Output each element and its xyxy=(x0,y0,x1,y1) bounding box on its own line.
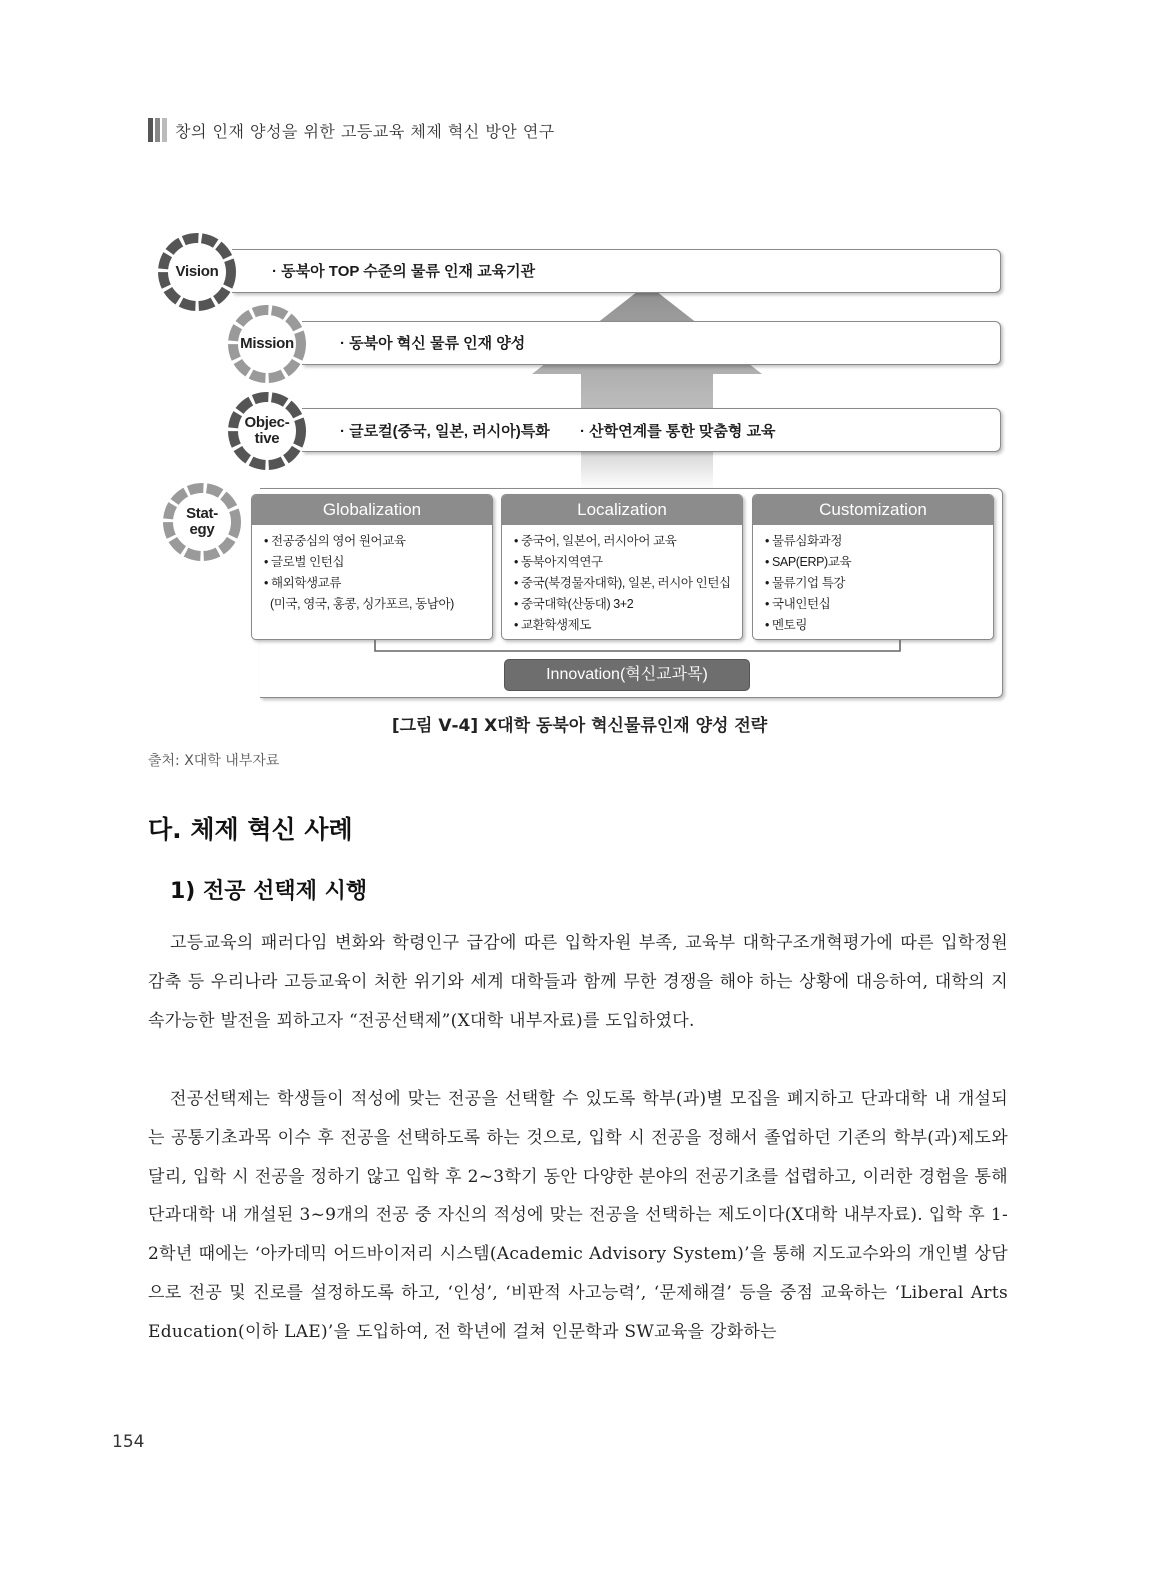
box-title: Localization xyxy=(502,495,742,525)
running-header xyxy=(148,117,555,143)
strategy-box-localization xyxy=(501,494,743,640)
list-item: • SAP(ERP)교육 xyxy=(765,552,993,573)
list-item: • 물류기업 특강 xyxy=(765,573,993,594)
objective-label: Objec- tive xyxy=(244,414,290,447)
strategy-box-globalization xyxy=(251,494,493,640)
section-title: 다. 체제 혁신 사례 xyxy=(148,815,353,844)
list-item: • 동북아지역연구 xyxy=(514,552,742,573)
box-list xyxy=(502,525,742,636)
strategy-gear xyxy=(160,480,244,564)
subsection-title: 1) 전공 선택제 시행 xyxy=(170,879,368,904)
vision-label: Vision xyxy=(175,263,219,280)
figure-caption: [그림 Ⅴ-4] X대학 동북아 혁신물류인재 양성 전략 xyxy=(391,716,768,736)
mission-text: · 동북아 혁신 물류 인재 양성 xyxy=(340,335,526,352)
list-item: • 글로벌 인턴십 xyxy=(264,552,492,573)
strategy-label: Stat- egy xyxy=(186,505,218,538)
mission-label: Mission xyxy=(240,335,294,352)
box-title: Customization xyxy=(753,495,993,525)
list-item: • 전공중심의 영어 원어교육 xyxy=(264,531,492,552)
objective-gear xyxy=(225,389,309,473)
list-item: • 중국대학(산동대) 3+2 xyxy=(514,594,742,615)
list-item: (미국, 영국, 홍콩, 싱가포르, 동남아) xyxy=(270,597,454,611)
figure-source: 출처: X대학 내부자료 xyxy=(148,753,280,769)
strategy-box-customization xyxy=(752,494,994,640)
list-item: • 멘토링 xyxy=(765,615,993,636)
list-item: • 국내인턴십 xyxy=(765,594,993,615)
list-item: • 교환학생제도 xyxy=(514,615,742,636)
box-list xyxy=(753,525,993,636)
list-item: • 물류심화과정 xyxy=(765,531,993,552)
header-title: 창의 인재 양성을 위한 고등교육 체제 혁신 방안 연구 xyxy=(175,121,555,141)
list-item: • 중국(북경물자대학), 일본, 러시아 인턴십 xyxy=(514,573,742,594)
list-item: • 중국어, 일본어, 러시아어 교육 xyxy=(514,531,742,552)
vision-text: · 동북아 TOP 수준의 물류 인재 교육기관 xyxy=(272,263,536,280)
header-bars-icon xyxy=(148,118,167,142)
page-number: 154 xyxy=(112,1432,145,1452)
list-item: • 해외학생교류 xyxy=(264,573,492,594)
innovation-box: Innovation(혁신교과목) xyxy=(504,659,750,691)
box-list xyxy=(252,525,492,615)
paragraph-2: 전공선택제는 학생들이 적성에 맞는 전공을 선택할 수 있도록 학부(과)별 모집을 폐지하고 단과대학 내 개설되는 공통기초과목 이수 후 전공을 선택하도록 하는 것으로, 입학 시 전공을 정해서 졸업하던 기존의 학부(과)제도와 달리, 입학 시 전공을 정하기 않고 입학 후 2~3학기 동안 다양한 분야의 전공기초를 섭렵하고, 이러한 경험을 통해 단과대학 내 개설된 3~9개의 전공 중 자신의 적성에 맞는 전공을 선택하는 제도이다(X대학 내부자료). 입학 후 1-2학년 때에는 ‘아카데믹 어드바이저리 시스템(Academic Advisory System)’을 통해 지도교수와의 개인별 상담으로 전공 및 진로를 설정하도록 하고, ‘인성’, ‘비판적 사고능력’, ‘문제해결’ 등을 중점 교육하는 ‘Liberal Arts Education(이하 LAE)’을 도입하여, 전 학년에 걸쳐 인문학과 SW교육을 강화하는 xyxy=(148,1089,1008,1342)
strategy-diagram xyxy=(150,228,1010,708)
objective-text-1: · 글로컬(중국, 일본, 러시아)특화 xyxy=(340,423,550,440)
mission-gear xyxy=(225,302,309,386)
objective-text-2: · 산학연계를 통한 맞춤형 교육 xyxy=(580,423,776,440)
paragraph-1: 고등교육의 패러다임 변화와 학령인구 급감에 따른 입학자원 부족, 교육부 대학구조개혁평가에 따른 입학정원 감축 등 우리나라 고등교육이 처한 위기와 세계 대학들과 함께 무한 경쟁을 해야 하는 상황에 대응하여, 대학의 지속가능한 발전을 꾀하고자 “전공선택제”(X대학 내부자료)를 도입하였다. xyxy=(148,933,1008,1031)
box-title: Globalization xyxy=(252,495,492,525)
